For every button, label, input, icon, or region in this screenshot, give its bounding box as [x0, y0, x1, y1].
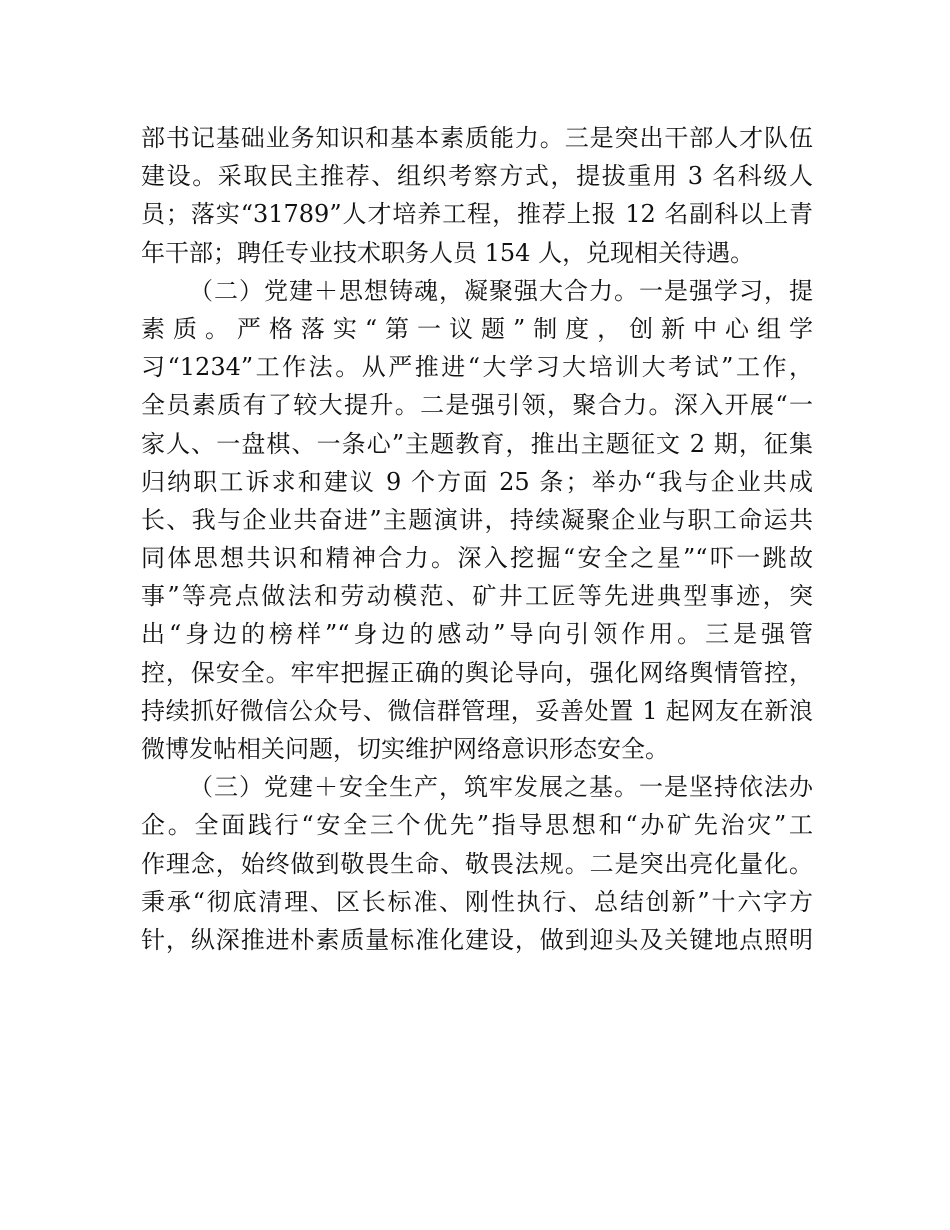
document-page	[141, 119, 813, 959]
text-line: 素质。严格落实“第一议题”制度，创新中心组学	[141, 314, 813, 343]
paragraph-section-three	[141, 768, 813, 959]
text-line: 持续抓好微信公众号、微信群管理，妥善处置 1 起网友在新浪	[141, 696, 813, 725]
paragraph-cadre-talent	[141, 119, 813, 272]
text-line: 控，保安全。牢牢把握正确的舆论导向，强化网络舆情管控，	[141, 658, 813, 687]
text-line: 家人、一盘棋、一条心”主题教育，推出主题征文 2 期，征集	[141, 429, 813, 458]
text-line: 全员素质有了较大提升。二是强引领，聚合力。深入开展“一	[141, 391, 813, 420]
text-line: 作理念，始终做到敬畏生命、敬畏法规。二是突出亮化量化。	[141, 849, 813, 878]
text-line: 企。全面践行“安全三个优先”指导思想和“办矿先治灾”工	[141, 811, 813, 840]
text-line: 针，纵深推进朴素质量标准化建设，做到迎头及关键地点照明	[141, 925, 813, 954]
section-heading-line: （三）党建＋安全生产，筑牢发展之基。一是坚持依法办	[189, 773, 813, 802]
text-line: 习“1234”工作法。从严推进“大学习大培训大考试”工作，	[141, 353, 813, 382]
text-line: 归纳职工诉求和建议 9 个方面 25 条；举办“我与企业共成	[141, 467, 813, 496]
text-line: 秉承“彻底清理、区长标准、刚性执行、总结创新”十六字方	[141, 887, 813, 916]
text-line: 出“身边的榜样”“身边的感动”导向引领作用。三是强管	[141, 620, 813, 649]
text-line: 员；落实“31789”人才培养工程，推荐上报 12 名副科以上青	[141, 200, 813, 229]
text-line: 微博发帖相关问题，切实维护网络意识形态安全。	[141, 735, 669, 763]
text-line: 年干部；聘任专业技术职务人员 154 人，兑现相关待遇。	[141, 238, 755, 267]
text-line: 事”等亮点做法和劳动模范、矿井工匠等先进典型事迹，突	[141, 582, 813, 611]
section-heading-line: （二）党建＋思想铸魂，凝聚强大合力。一是强学习，提	[189, 276, 813, 305]
text-line: 建设。采取民主推荐、组织考察方式，提拔重用 3 名科级人	[141, 162, 813, 191]
paragraph-section-two	[141, 272, 813, 768]
text-line: 长、我与企业共奋进”主题演讲，持续凝聚企业与职工命运共	[141, 505, 813, 534]
text-line: 部书记基础业务知识和基本素质能力。三是突出干部人才队伍	[141, 124, 813, 152]
text-line: 同体思想共识和精神合力。深入挖掘“安全之星”“吓一跳故	[141, 544, 813, 573]
